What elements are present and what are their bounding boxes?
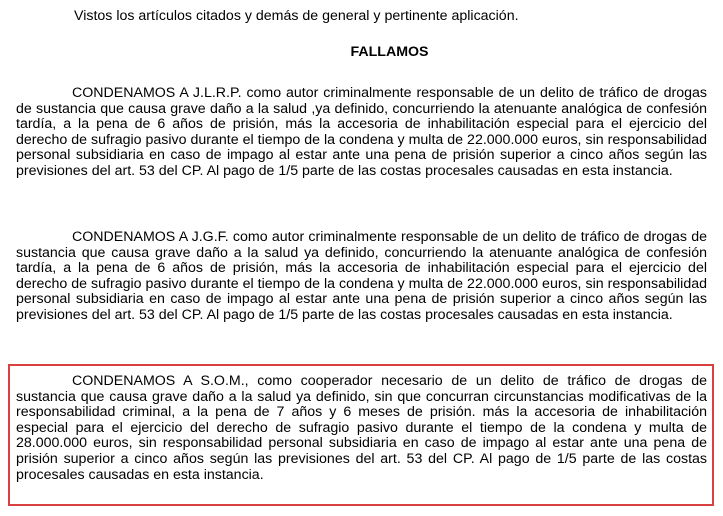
sentence-paragraph-2: CONDENAMOS A J.G.F. como autor criminalmente responsable de un delito de tráfico de drogas de sustancia que causa grave daño a la salud ya definido, concurriendo la atenuante analógica de confesión tardía, a la pena de 6 años de prisión, más la accesoria de inhabilitación especial para el ejercicio del derecho de sufragio pasivo durante el tiempo de la condena y multa de 22.000.000 euros, sin responsabilidad personal subsidiaria en caso de impago al estar ante una pena de prisión superior a cinco años según las previsiones del art. 53 del CP. Al pago de 1/5 parte de las costas procesales causadas en esta instancia. [16,229,707,323]
intro-line: Vistos los artículos citados y demás de general y pertinente aplicación. [74,8,519,24]
ruling-heading-text: FALLAMOS [350,44,429,60]
ruling-heading [0,45,723,61]
sentence-paragraph-3-highlighted: CONDENAMOS A S.O.M., como cooperador necesario de un delito de tráfico de drogas de sustancia que causa grave daño a la salud ya definido, sin que concurran circunstancias modificativas de la responsabilidad criminal, a la pena de 7 años y 6 meses de prisión. más la accesoria de inhabilitación especial para el ejercicio del derecho de sufragio pasivo durante el tiempo de la condena y multa de 28.000.000 euros, sin responsabilidad personal subsidiaria en caso de impago al estar ante una pena de prisión superior a cinco años según las previsiones del art. 53 del CP. Al pago de 1/5 parte de las costas procesales causadas en esta instancia. [16,373,707,483]
sentence-paragraph-1: CONDENAMOS A J.L.R.P. como autor criminalmente responsable de un delito de tráfico de drogas de sustancia que causa grave daño a la salud ,ya definido, concurriendo la atenuante analógica de confesión tardía, a la pena de 6 años de prisión, más la accesoria de inhabilitación especial para el ejercicio del derecho de sufragio pasivo durante el tiempo de la condena y multa de 22.000.000 euros, sin responsabilidad personal subsidiaria en caso de impago al estar ante una pena de prisión superior a cinco años según las previsiones del art. 53 del CP. Al pago de 1/5 parte de las costas procesales causadas en esta instancia. [16,85,707,179]
